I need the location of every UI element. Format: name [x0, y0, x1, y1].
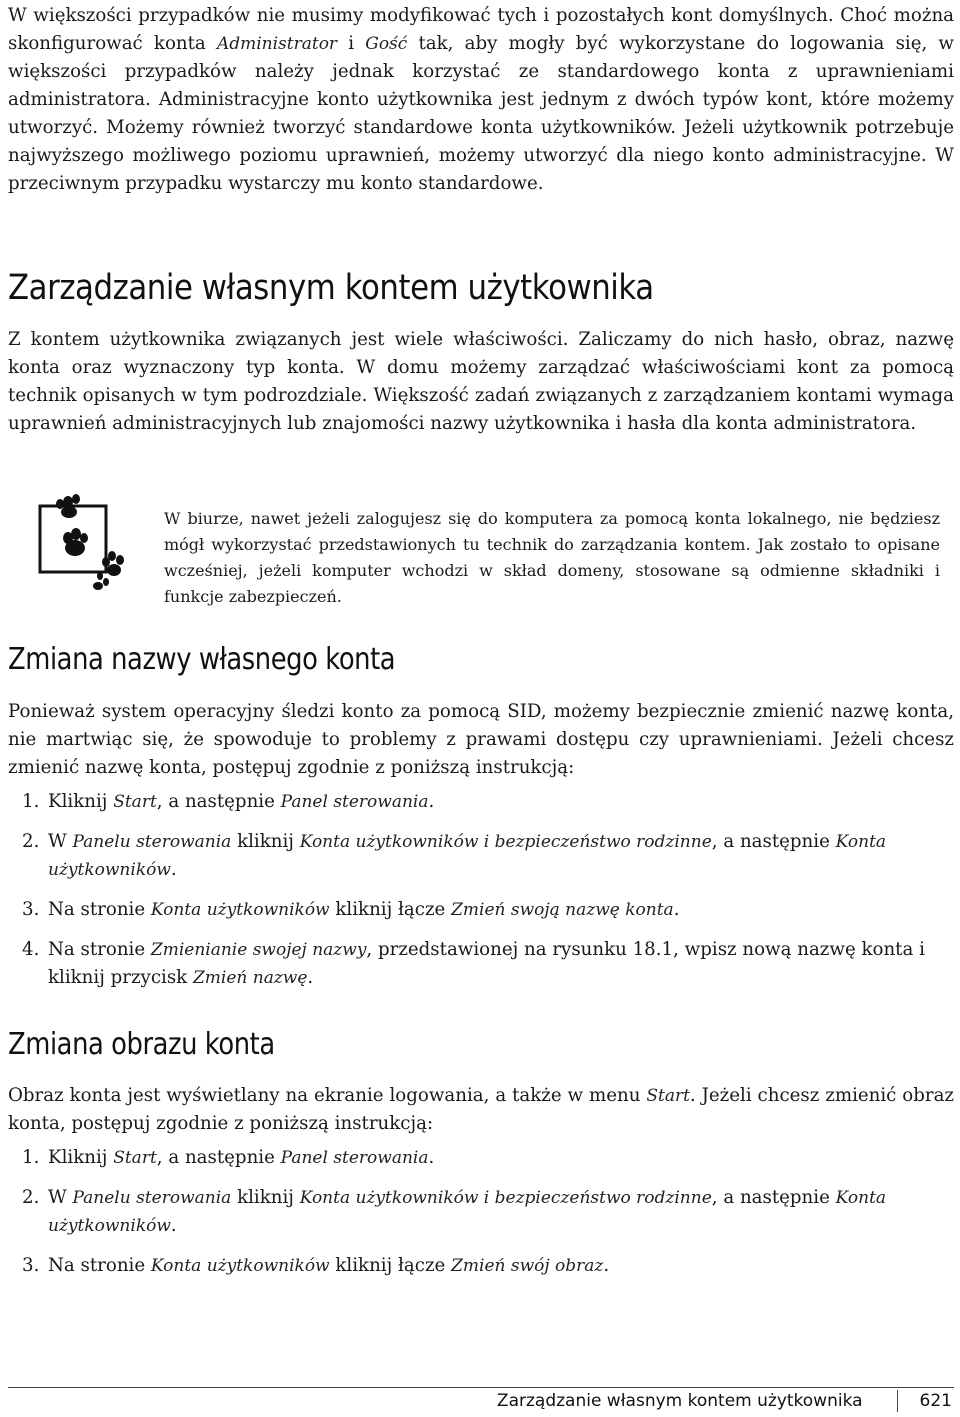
- ui-term: Konta użytkowników i bezpieczeństwo rodzinne: [299, 1188, 712, 1208]
- intro-text-a: W większości przypadków nie musimy modyfikować tych i pozostałych kont domyślnych. Choć można skonfigurować konta: [8, 5, 954, 54]
- step-number: 3.: [22, 1255, 40, 1276]
- step-number: 4.: [22, 939, 40, 960]
- section-rename: [8, 698, 954, 1004]
- page-number: 621: [919, 1391, 952, 1411]
- section-picture-start-term: Start: [646, 1086, 690, 1106]
- picture-steps-list: [8, 1144, 954, 1280]
- section-heading-rename: Zmiana nazwy własnego konta: [8, 642, 396, 677]
- section-heading-manage-account: Zarządzanie własnym kontem użytkownika: [8, 268, 654, 308]
- ui-term: Panel sterowania: [280, 792, 429, 812]
- note-text: W biurze, nawet jeżeli zalogujesz się do komputera za pomocą konta lokalnego, nie będziesz mógł wykorzystać przedstawionych tu technik do zarządzania kontem. Jak zostało to opisane wcześniej, jeżeli komputer wchodzi w skład domeny, stosowane są odmienne składniki i funkcje zabezpieczeń.: [164, 509, 940, 606]
- step-text: .: [170, 859, 177, 880]
- step-text: Kliknij: [48, 791, 114, 812]
- section-picture: [8, 1082, 954, 1292]
- ui-term: Konta użytkowników: [150, 1256, 330, 1276]
- intro-admin-term: Administrator: [216, 34, 338, 54]
- section-manage-account: [8, 326, 954, 438]
- step-text: Na stronie: [48, 899, 151, 920]
- paw-print-note-icon: [30, 492, 132, 594]
- ui-term: Konta użytkowników: [150, 900, 330, 920]
- ui-term: Start: [113, 792, 157, 812]
- ui-term: Panelu sterowania: [72, 832, 232, 852]
- step-text: .: [603, 1255, 610, 1276]
- step-text: , a następnie: [156, 1147, 281, 1168]
- footer-separator: [897, 1390, 898, 1412]
- ui-term: Start: [113, 1148, 157, 1168]
- picture-step-1: [8, 1144, 954, 1172]
- step-text: kliknij: [231, 831, 300, 852]
- step-text: Na stronie: [48, 939, 151, 960]
- step-text: kliknij łącze: [329, 899, 452, 920]
- section-picture-body: [8, 1082, 954, 1138]
- step-text: , a następnie: [156, 791, 281, 812]
- step-text: , przedstawionej na rysunku 18.1, wpisz nową nazwę konta i kliknij przycisk: [48, 939, 925, 988]
- rename-step-1: [8, 788, 954, 816]
- running-title: Zarządzanie własnym kontem użytkownika: [496, 1391, 863, 1411]
- step-number: 2.: [22, 1187, 40, 1208]
- page-footer: [497, 1388, 952, 1414]
- step-number: 1.: [22, 1147, 40, 1168]
- ui-term: Panel sterowania: [280, 1148, 429, 1168]
- rename-step-3: [8, 896, 954, 924]
- step-text: .: [307, 967, 314, 988]
- step-text: , a następnie: [711, 831, 836, 852]
- step-text: W: [48, 1187, 73, 1208]
- intro-text-c: tak, aby mogły być wykorzystane do logowania się, w większości przypadków należy jednak korzystać ze standardowego konta z uprawnieniami administratora. Administracyjne konto użytkownika jest jednym z dwóch typów kont, które możemy utworzyć. Możemy również tworzyć standardowe konta użytkowników. Jeżeli użytkownik potrzebuje najwyższego możliwego poziomu uprawnień, możemy utworzyć dla niego konto administracyjne. W przeciwnym przypadku wystarczy mu konto standardowe.: [8, 33, 954, 194]
- section-rename-body: Ponieważ system operacyjny śledzi konto za pomocą SID, możemy bezpiecznie zmienić nazwę konta, nie martwiąc się, że spowoduje to problemy z prawami dostępu czy uprawnieniami. Jeżeli chcesz zmienić nazwę konta, postępuj zgodnie z poniższą instrukcją:: [8, 701, 954, 778]
- ui-term: Zmień nazwę: [192, 968, 308, 988]
- ui-term: Zmień swój obraz: [451, 1256, 604, 1276]
- step-text: kliknij łącze: [329, 1255, 452, 1276]
- step-text: W: [48, 831, 73, 852]
- step-number: 2.: [22, 831, 40, 852]
- ui-term: Zmienianie swojej nazwy: [150, 940, 367, 960]
- ui-term: Panelu sterowania: [72, 1188, 232, 1208]
- rename-step-4: [8, 936, 954, 992]
- step-text: .: [170, 1215, 177, 1236]
- picture-step-2: [8, 1184, 954, 1240]
- ui-term: Zmień swoją nazwę konta: [451, 900, 674, 920]
- intro-paragraph: [8, 2, 954, 198]
- picture-step-3: [8, 1252, 954, 1280]
- step-text: .: [428, 1147, 435, 1168]
- rename-steps-list: [8, 788, 954, 992]
- ui-term: Konta użytkowników: [48, 832, 887, 880]
- step-text: Kliknij: [48, 1147, 114, 1168]
- section-manage-account-body: Z kontem użytkownika związanych jest wiele właściwości. Zaliczamy do nich hasło, obraz, nazwę konta oraz wyznaczony typ konta. W domu możemy zarządzać właściwościami kont za pomocą technik opisanych w tym podrozdziale. Większość zadań związanych z zarządzaniem kontami wymaga uprawnień administracyjnych lub znajomości nazwy użytkownika i hasła dla konta administratora.: [8, 329, 954, 434]
- step-text: kliknij: [231, 1187, 300, 1208]
- section-picture-text-b: . Jeżeli chcesz zmienić obraz konta, postępuj zgodnie z poniższą instrukcją:: [8, 1085, 954, 1134]
- rename-step-2: [8, 828, 954, 884]
- step-number: 1.: [22, 791, 40, 812]
- intro-text-b: i: [337, 33, 366, 54]
- ui-term: Konta użytkowników: [48, 1188, 887, 1236]
- section-picture-text-a: Obraz konta jest wyświetlany na ekranie logowania, a także w menu: [8, 1085, 647, 1106]
- step-text: .: [673, 899, 680, 920]
- step-text: .: [428, 791, 435, 812]
- intro-guest-term: Gość: [365, 34, 408, 54]
- step-text: Na stronie: [48, 1255, 151, 1276]
- section-heading-picture: Zmiana obrazu konta: [8, 1027, 275, 1062]
- note-box: [8, 492, 954, 612]
- step-text: , a następnie: [711, 1187, 836, 1208]
- ui-term: Konta użytkowników i bezpieczeństwo rodzinne: [299, 832, 712, 852]
- step-number: 3.: [22, 899, 40, 920]
